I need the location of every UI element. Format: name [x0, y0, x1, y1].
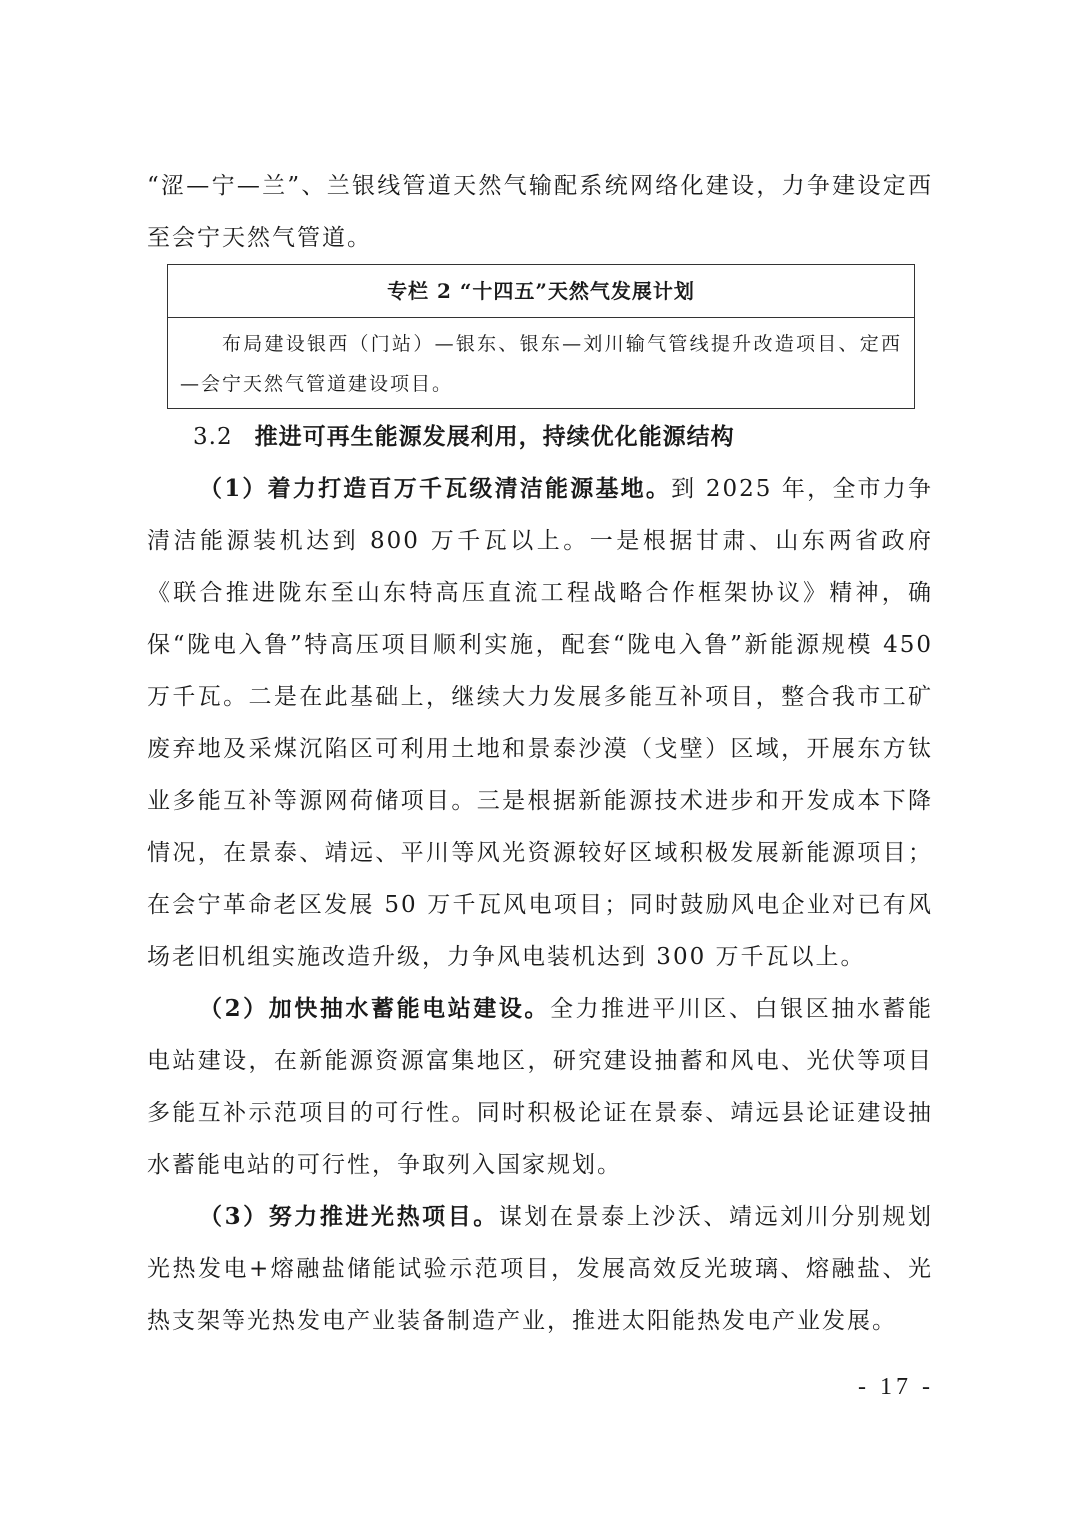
item-lead-1: （1）着力打造百万千瓦级清洁能源基地。: [199, 475, 672, 502]
section-title: 推进可再生能源发展利用，持续优化能源结构: [254, 423, 735, 450]
page-number: - 17 -: [858, 1374, 934, 1400]
item-text-3: 谋划在景泰上沙沃、靖远刘川分别规划光热发电+熔融盐储能试验示范项目，发展高效反光玻璃、熔融盐、光热支架等光热发电产业装备制造产业，推进太阳能热发电产业发展。: [147, 1204, 933, 1334]
item-lead-2: （2）加快抽水蓄能电站建设。: [199, 995, 550, 1022]
item-lead-3: （3）努力推进光热项目。: [199, 1203, 499, 1230]
item-paragraph-3: [147, 1191, 933, 1347]
column-box: [167, 264, 915, 409]
column-box-title: 专栏 2 “十四五”天然气发展计划: [168, 265, 914, 318]
intro-paragraph: “涩—宁—兰”、兰银线管道天然气输配系统网络化建设，力争建设定西至会宁天然气管道。: [147, 173, 933, 251]
section-number: 3.2: [193, 424, 233, 450]
item-text-1: 到 2025 年，全市力争清洁能源装机达到 800 万千瓦以上。一是根据甘肃、山东两省政府《联合推进陇东至山东特高压直流工程战略合作框架协议》精神，确保“陇电入鲁”特高压项目顺利实施，配套“陇电入鲁”新能源规模 450 万千瓦。二是在此基础上，继续大力发展多能互补项目，整合我市工矿废弃地及采煤沉陷区可利用土地和景泰沙漠（戈壁）区域，开展东方钛业多能互补等源网荷储项目。三是根据新能源技术进步和开发成本下降情况，在景泰、靖远、平川等风光资源较好区域积极发展新能源项目；在会宁革命老区发展 50 万千瓦风电项目；同时鼓励风电企业对已有风场老旧机组实施改造升级，力争风电装机达到 300 万千瓦以上。: [147, 476, 933, 970]
item-paragraph-1: [147, 463, 933, 983]
column-box-body: 布局建设银西（门站）—银东、银东—刘川输气管线提升改造项目、定西—会宁天然气管道建设项目。: [180, 333, 902, 395]
item-paragraph-2: [147, 983, 933, 1191]
document-page: [147, 160, 933, 1347]
item-text-2: 全力推进平川区、白银区抽水蓄能电站建设，在新能源资源富集地区，研究建设抽蓄和风电、光伏等项目多能互补示范项目的可行性。同时积极论证在景泰、靖远县论证建设抽水蓄能电站的可行性，争取列入国家规划。: [147, 996, 933, 1178]
section-heading: [147, 411, 933, 463]
